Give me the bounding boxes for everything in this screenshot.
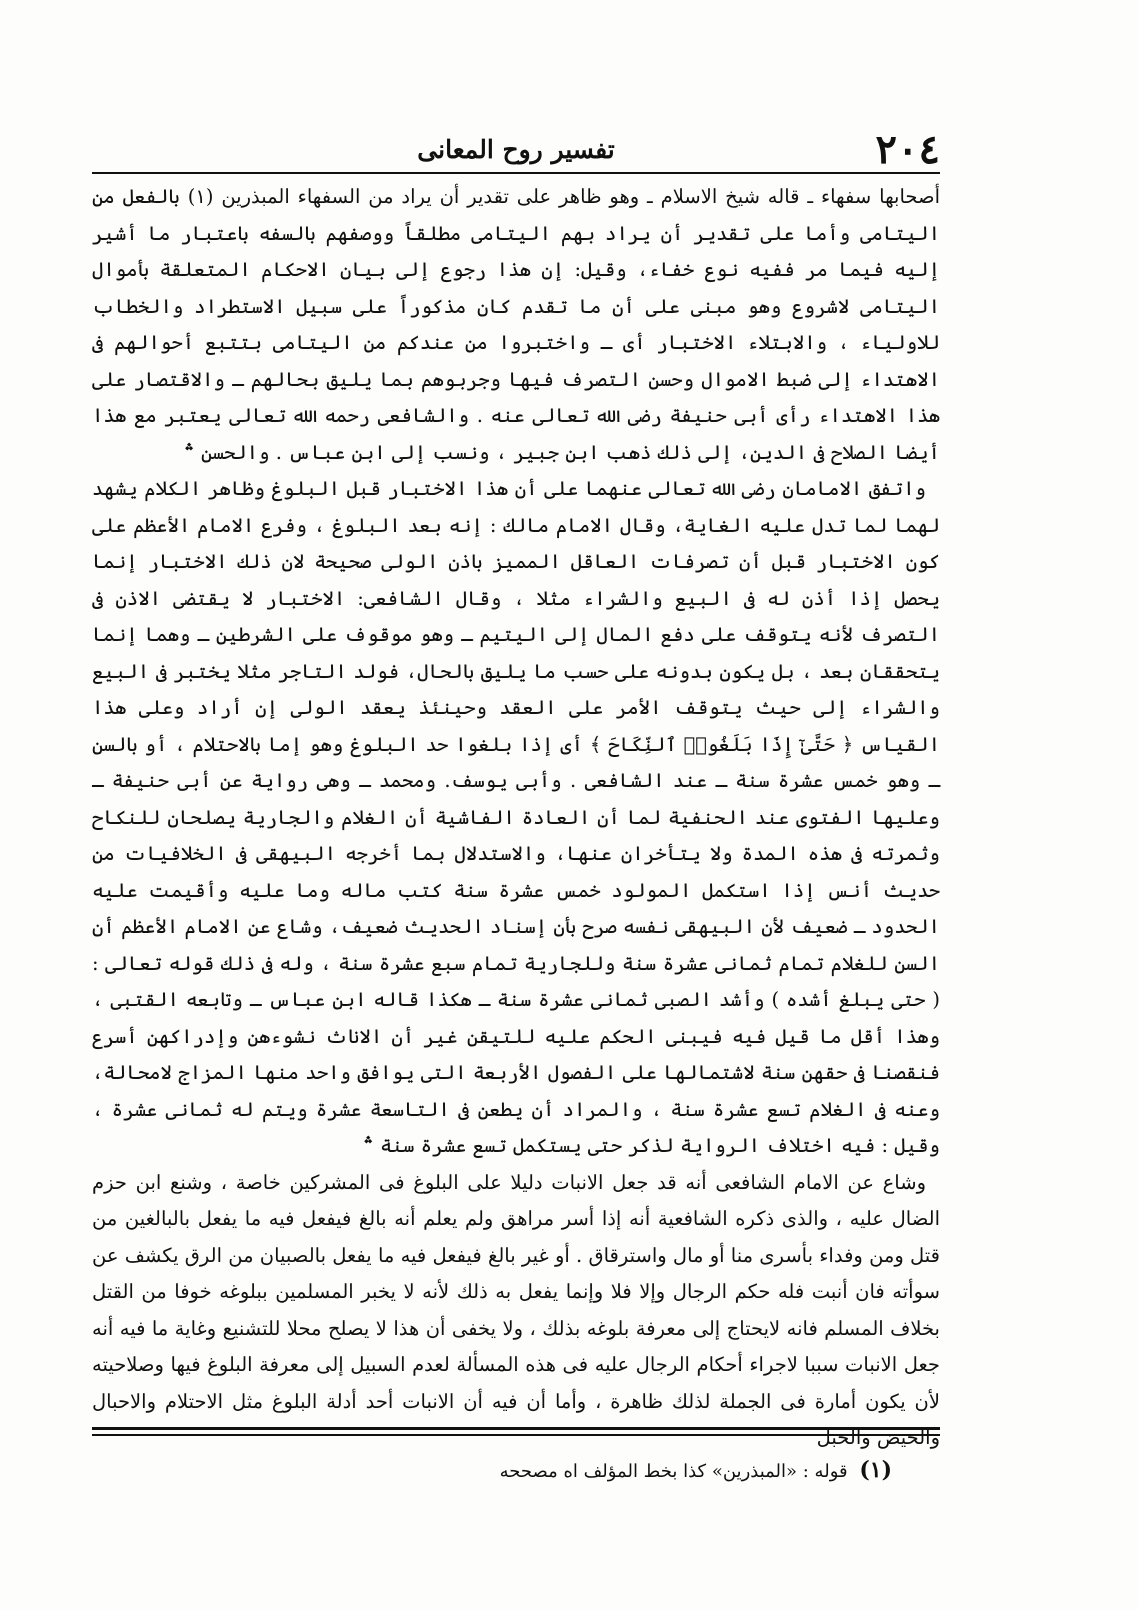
footnote-text: قوله : «المبذرين» كذا بخط المؤلف اه مصححه [499, 1461, 848, 1482]
paragraph: أصحابها سفهاء ـ قاله شيخ الاسلام ـ وهو ظاهر على تقدير أن يراد من السفهاء المبذرين (١) بالفعل من اليتامى وأما على تقدير أن يراد بهم اليتامى مطلقاً ووصفهم بالسفه باعتبار ما أشير إليه فيما مر ففيه نوع خفاء، وقيل: إن هذا رجوع إلى بيان الاحكام المتعلقة بأموال اليتامى لاشروع وهو مبنى على أن ما تقدم كان مذكوراً على سبيل الاستطراد والخطاب للاولياء ، والابتلاء الاختبار أى ـ واختبروا من عندكم من اليتامى بتتبع أحوالهم فى الاهتداء إلى ضبط الاموال وحسن التصرف فيها وجربوهم بما يليق بحالهم ـ والاقتصار على هذا الاهتداء رأى أبى حنيفة رضى الله تعالى عنه . والشافعى رحمه الله تعالى يعتبر مع هذا أيضا الصلاح فى الدين، إلى ذلك ذهب ابن جبير ، ونسب إلى ابن عباس . والحسن ؞ [92, 185, 940, 464]
page-number: ٢٠٤ [875, 126, 940, 173]
header-divider [92, 172, 940, 174]
footnote [500, 1455, 892, 1487]
main-text [92, 179, 940, 1457]
footnote-divider-thin [92, 1434, 940, 1436]
paragraph: وشاع عن الامام الشافعى أنه قد جعل الانبات دليلا على البلوغ فى المشركين خاصة ، وشنع ابن حزم الضال عليه ، والذى ذكره الشافعية أنه إذا أسر مراهق ولم يعلم أنه بالغ فيفعل فيه ما يفعل بالبالغين من قتل ومن وفداء بأسرى منا أو مال واسترقاق . أو غير بالغ فيفعل فيه ما يفعل بالصبيان من الرق يكشف عن سوأته فان أنبت فله حكم الرجال وإلا فلا وإنما يفعل به ذلك لأنه لا يخبر المسلمين ببلوغه خوفا من القتل بخلاف المسلم فانه لايحتاج إلى معرفة بلوغه بذلك ، ولا يخفى أن هذا لا يصلح محلا للتشنيع وغاية ما فيه أنه جعل الانبات سببا لاجراء أحكام الرجال عليه فى هذه المسألة لعدم السبيل إلى معرفة البلوغ فيها وصلاحيته لأن يكون أمارة فى الجملة لذلك ظاهرة ، وأما أن فيه أن الانبات أحد أدلة البلوغ مثل الاحتلام والاحبال والحيض والحبل [92, 1170, 940, 1449]
footnote-divider [92, 1427, 940, 1430]
running-title: تفسير روح المعانى [417, 135, 615, 164]
paragraph: واتفق الامامان رضى الله تعالى عنهما على أن هذا الاختبار قبل البلوغ وظاهر الكلام يشهد لهما لما تدل عليه الغاية، وقال الامام مالك : إنه بعد البلوغ ، وفرع الامام الأعظم على كون الاختبار قبل أن تصرفات العاقل المميز باذن الولى صحيحة لان ذلك الاختبار إنما يحصل إذا أذن له فى البيع والشراء مثلا ، وقال الشافعى: الاختبار لا يقتضى الاذن فى التصرف لأنه يتوقف على دفع المال إلى اليتيم ـ وهو موقوف على الشرطين ـ وهما إنما يتحققان بعد ، بل يكون بدونه على حسب ما يليق بالحال، فولد التاجر مثلا يختبر فى البيع والشراء إلى حيث يتوقف الأمر على العقد وحينئذ يعقد الولى إن أراد وعلى هذا القياس ﴿ حَتَّىٰٓ إِذَا بَلَغُوا۟ ٱلنِّكَاحَ ﴾ أى إذا بلغوا حد البلوغ وهو إما بالاحتلام ، أو بالسن ـ وهو خمس عشرة سنة ـ عند الشافعى . وأبى يوسف. ومحمد ـ وهى رواية عن أبى حنيفة ـ وعليها الفتوى عند الحنفية لما أن العادة الفاشية أن الغلام والجارية يصلحان للنكاح وثمرته فى هذه المدة ولا يتأخران عنها، والاستدلال بما أخرجه البيهقى فى الخلافيات من حديث أنس إذا استكمل المولود خمس عشرة سنة كتب ماله وما عليه وأقيمت عليه الحدود ـ ضعيف لأن البيهقى نفسه صرح بأن إسناد الحديث ضعيف، وشاع عن الامام الأعظم أن السن للغلام تمام ثمانى عشرة سنة وللجارية تمام سبع عشرة سنة ، وله فى ذلك قوله تعالى : ( حتى يبلغ أشده ) وأشد الصبى ثمانى عشرة سنة ـ هكذا قاله ابن عباس ـ وتابعه القتبى ، وهذا أقل ما قيل فيه فيبنى الحكم عليه للتيقن غير أن الاناث نشوءهن وإدراكهن أسرع فنقصنا فى حقهن سنة لاشتمالها على الفصول الأربعة التى يوافق واحد منها المزاج لامحالة، وعنه فى الغلام تسع عشرة سنة ، والمراد أن يطعن فى التاسعة عشرة ويتم له ثمانى عشرة ، وقيل : فيه اختلاف الرواية لذكر حتى يستكمل تسع عشرة سنة ؞ [92, 477, 940, 1157]
footnote-marker: (١) [859, 1457, 892, 1483]
page-header [92, 128, 940, 172]
